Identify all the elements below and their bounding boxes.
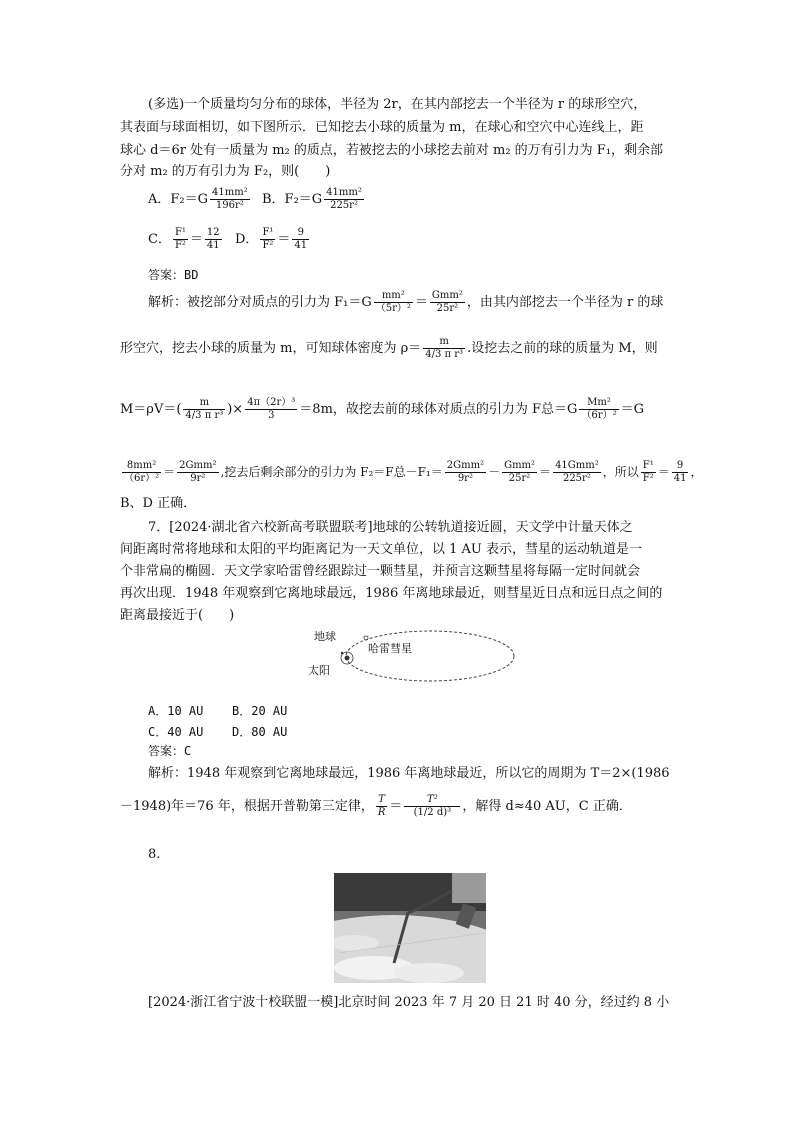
sun-marker xyxy=(345,656,350,661)
q6-stem-line-4: 分对 m₂ 的万有引力为 F₂，则( ) xyxy=(120,164,331,179)
q6-option-a: A．F₂＝G $\frac{\text{41mm²}}{\text{196r²}}$ xyxy=(148,187,248,211)
q8-stem-line-1: [2024·浙江省宁波十校联盟一模]北京时间 2023 年 7 月 20 日 21 时 40 分，经过约 8 小 xyxy=(148,995,670,1010)
q7-solution-line-2: －1948)年＝76 年，根据开普勒第三定律， $\frac{T}{R}$ ＝ $\frac{\text{T²}}{\text{(1/2 d)³}}$ ，解得 d≈40 AU，C 正确． xyxy=(120,794,632,818)
q7-option-a: A．10 AU xyxy=(148,704,204,718)
q6-answer: 答案：BD xyxy=(148,268,199,282)
q7-stem-line-2: 间距离时常将地球和太阳的平均距离记为一天文单位，以 1 AU 表示，彗星的运动轨道是一 xyxy=(120,542,643,557)
q6-solution-line-3: M＝ρV＝( $\frac{m}{\text{4/3 π r³}}$ )× $\frac{\text{4π（2r）³}}{3}$ ＝8m，故挖去前的球体对质点的引力为 F总＝G $\frac{\text{Mm²}}{\text{（6r）²}}$ ＝G xyxy=(120,397,644,421)
q6-solution-line-5: B、D 正确． xyxy=(120,496,197,511)
q7-option-d: D．80 AU xyxy=(232,725,288,739)
earth-marker xyxy=(341,652,343,654)
q6-stem-line-2: 其表面与球面相切，如下图所示．已知挖去小球的质量为 m，在球心和空穴中心连线上，距 xyxy=(120,120,644,135)
fig-label-sun: 太阳 xyxy=(308,664,330,677)
q7-stem-line-3: 个非常扁的椭圆．天文学家哈雷曾经跟踪过一颗彗星，并预言这颗彗星将每隔一定时间就会 xyxy=(120,564,641,579)
space-station-illustration xyxy=(334,873,486,983)
q7-stem-line-4: 再次出现．1948 年观察到它离地球最远，1986 年离地球最近，则彗星近日点和远日点之间的 xyxy=(120,586,663,601)
q6-solution-line-4: $\frac{\text{8mm²}}{\text{（6r）²}}$ ＝ $\frac{\text{2Gmm²}}{\text{9r²}}$ ,挖去后剩余部分的引力为 F₂＝F总－F₁＝ $\frac{\text{2Gmm²}}{\text{9r²}}$ － $\frac{\text{Gmm²}}{\text{25r²}}$ ＝ $\frac{\text{41Gmm²}}{\text{225r²}}$ ，所以 $\frac{\text{F¹}}{\text{F²}}$ ＝ $\frac{9}{41}$ ， xyxy=(124,460,703,484)
q6-option-c: C． $\frac{\text{F¹}}{\text{F²}}$ ＝ $\frac{12}{41}$ xyxy=(148,227,220,251)
q6-solution-line-2: 形空穴，挖去小球的质量为 m，可知球体密度为 ρ＝ $\frac{m}{\text{4/3 π r³}}$ .设挖去之前的球的质量为 M，则 xyxy=(120,336,658,360)
q6-stem-line-3: 球心 d＝6r 处有一质量为 m₂ 的质点，若被挖去的小球挖去前对 m₂ 的万有引力为 F₁，剩余部 xyxy=(120,143,664,158)
q7-stem-line-5: 距离最接近于( ) xyxy=(120,608,235,623)
q7-solution-line-1: 解析：1948 年观察到它离地球最远，1986 年离地球最近，所以它的周期为 T＝2×(1986 xyxy=(148,766,670,781)
q8-number: 8. xyxy=(148,847,161,862)
q6-stem-line-1: (多选)一个质量均匀分布的球体，半径为 2r，在其内部挖去一个半径为 r 的球形空穴， xyxy=(148,97,647,112)
q7-stem-line-1: 7．[2024·湖北省六校新高考联盟联考]地球的公转轨道接近圆，天文学中计量天体之 xyxy=(148,520,633,535)
q7-option-b: B．20 AU xyxy=(232,704,288,718)
fig-label-earth: 地球 xyxy=(314,630,336,643)
q6-option-b: B．F₂＝G $\frac{\text{41mm²}}{\text{225r²}}$ xyxy=(262,187,362,211)
q7-answer: 答案：C xyxy=(148,744,192,758)
space-station-photo xyxy=(334,873,486,983)
q6-solution-line-1: 解析：被挖部分对质点的引力为 F₁＝G $\frac{\text{mm²}}{\text{（5r）²}}$ ＝ $\frac{\text{Gmm²}}{\text{25r²}}$ ，由其内部挖去一个半径为 r 的球 xyxy=(148,290,664,314)
q6-option-d: D． $\frac{\text{F¹}}{\text{F²}}$ ＝ $\frac{9}{41}$ xyxy=(235,227,308,251)
fig-label-comet: 哈雷彗星 xyxy=(368,642,412,655)
q7-option-c: C．40 AU xyxy=(148,725,204,739)
